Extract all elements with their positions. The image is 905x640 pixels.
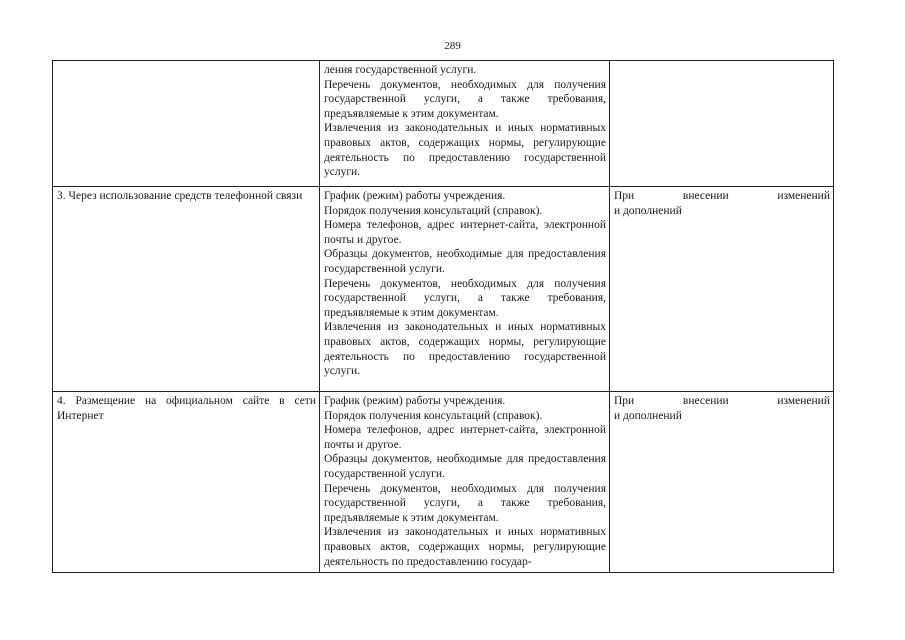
content-line: Порядок получения консультаций (справок). <box>324 409 543 422</box>
frequency-line: и дополнений <box>614 204 682 217</box>
content-line: Перечень документов, необходимых для получения государственной услуги, а также требования, предъявляемые к этим документам. <box>324 482 606 524</box>
method-cell: 3. Через использование средств телефонной связи <box>53 187 320 392</box>
content-cell <box>320 187 610 392</box>
content-line: Перечень документов, необходимых для получения государственной услуги, а также требования, предъявляемые к этим документам. <box>324 78 606 120</box>
frequency-cell <box>610 187 834 392</box>
content-line: График (режим) работы учреждения. <box>324 395 506 407</box>
content-line: Извлечения из законодательных и иных нормативных правовых актов, содержащих нормы, регулирующие деятельность по предоставлению государ- <box>324 526 606 568</box>
content-line: Образцы документов, необходимые для предоставления государственной услуги. <box>324 248 606 275</box>
content-cell <box>320 392 610 573</box>
page-number: 289 <box>444 40 461 52</box>
content-line: Извлечения из законодательных и иных нормативных правовых актов, содержащих нормы, регулирующие деятельность по предоставлению государственной услуги. <box>324 122 606 179</box>
content-line: Извлечения из законодательных и иных нормативных правовых актов, содержащих нормы, регулирующие деятельность по предоставлению государственной услуги. <box>324 321 606 378</box>
content-line: График (режим) работы учреждения. <box>324 190 506 202</box>
frequency-cell <box>610 392 834 573</box>
table-row <box>53 61 834 187</box>
frequency-line: и дополнений <box>614 409 682 422</box>
frequency-line: При внесении изменений <box>614 190 830 202</box>
table-row <box>53 392 834 573</box>
content-cell <box>320 61 610 187</box>
frequency-line: При внесении изменений <box>614 395 830 407</box>
content-line: ления государственной услуги. <box>324 64 477 76</box>
content-line: Порядок получения консультаций (справок). <box>324 204 543 217</box>
frequency-cell <box>610 61 834 187</box>
content-line: Номера телефонов, адрес интернет-сайта, электронной почты и другое. <box>324 219 606 246</box>
method-cell <box>53 61 320 187</box>
content-line: Перечень документов, необходимых для получения государственной услуги, а также требования, предъявляемые к этим документам. <box>324 277 606 319</box>
table-row <box>53 187 834 392</box>
content-line: Образцы документов, необходимые для предоставления государственной услуги. <box>324 453 606 480</box>
services-info-table <box>52 60 834 573</box>
content-line: Номера телефонов, адрес интернет-сайта, электронной почты и другое. <box>324 424 606 451</box>
method-cell: 4. Размещение на официальном сайте в сети Интернет <box>53 392 320 573</box>
